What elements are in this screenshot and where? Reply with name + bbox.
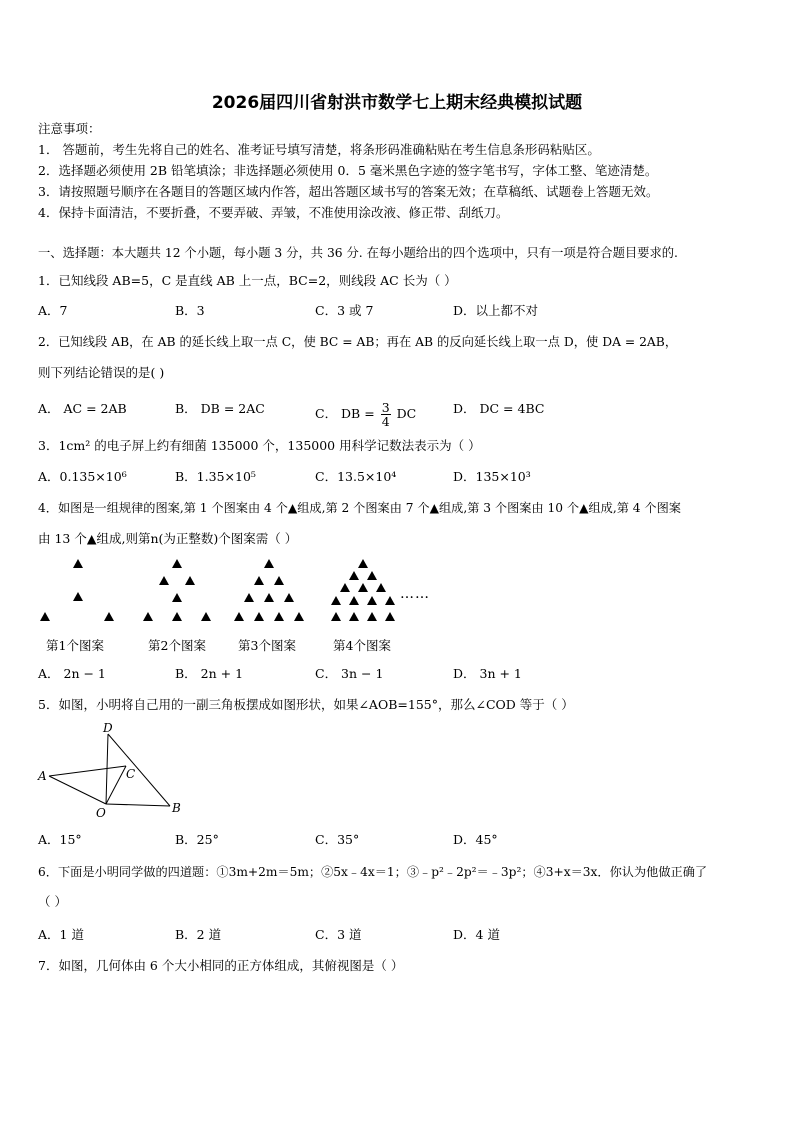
triangle-icon [254, 612, 264, 621]
q1-option-a[interactable]: A．7 [38, 303, 68, 318]
triangle-icon [73, 559, 83, 568]
triangle-icon [234, 612, 244, 621]
triangle-icon [172, 559, 182, 568]
triangle-icon [244, 593, 254, 602]
q2-option-d[interactable]: D． DC = 4BC [453, 401, 545, 416]
q3-option-c[interactable]: C．13.5×10⁴ [315, 469, 397, 484]
triangle-icon [367, 612, 377, 621]
q2-option-c-prefix: C． DB = [315, 406, 375, 421]
label-D: D [103, 722, 113, 735]
q4-option-a[interactable]: A． 2n − 1 [38, 666, 106, 681]
question-5-stem: 5．如图，小明将自己用的一副三角板摆成如图形状，如果∠AOB=155°，那么∠COD 等于（ ） [38, 697, 574, 712]
label-B: B [172, 801, 181, 815]
question-2-stem: 2．已知线段 AB，在 AB 的延长线上取一点 C，使 BC = AB；再在 AB 的反向延长线上取一点 D，使 DA = 2AB， [38, 335, 678, 349]
q3-option-b[interactable]: B．1.35×10⁵ [175, 469, 256, 484]
triangle-icon [358, 559, 368, 568]
triangle-icon [376, 583, 386, 592]
label-A: A [38, 769, 47, 783]
label-O: O [96, 806, 106, 820]
triangle-icon [367, 596, 377, 605]
triangle-patterns-figure [30, 555, 450, 630]
triangle-icon [385, 596, 395, 605]
notice-item: 4．保持卡面清洁，不要折叠，不要弄破、弄皱，不准使用涂改液、修正带、刮纸刀。 [38, 205, 509, 220]
question-4-stem-line2: 由 13 个▲组成,则第n(为正整数)个图案需（ ） [38, 531, 298, 546]
triangle-icon [143, 612, 153, 621]
fraction-numerator: 3 [381, 400, 390, 415]
q1-option-d[interactable]: D．以上都不对 [453, 303, 539, 318]
pattern-2 [143, 559, 211, 621]
triangle-icon [159, 576, 169, 585]
triangle-icon [294, 612, 304, 621]
pattern-caption: 第4个图案 [333, 638, 391, 653]
q6-option-c[interactable]: C．3 道 [315, 927, 362, 942]
ellipsis: …… [400, 586, 430, 602]
question-6-stem-line2: （ ） [38, 894, 67, 909]
triangle-icon [385, 612, 395, 621]
q3-option-a[interactable]: A．0.135×10⁶ [38, 469, 127, 484]
q5-option-a[interactable]: A．15° [38, 832, 82, 847]
q4-option-d[interactable]: D． 3n + 1 [453, 666, 522, 681]
segment-AC [49, 766, 126, 776]
question-1-stem: 1．已知线段 AB=5，C 是直线 AB 上一点，BC=2，则线段 AC 长为（ ） [38, 273, 457, 288]
notice-item: 1． 答题前，考生先将自己的姓名、准考证号填写清楚，将条形码准确粘贴在考生信息条形码粘贴区。 [38, 142, 600, 157]
segment-OB [106, 804, 170, 806]
triangle-rulers-figure [34, 722, 184, 822]
q5-option-d[interactable]: D．45° [453, 832, 498, 847]
triangle-icon [201, 612, 211, 621]
pattern-1 [40, 559, 114, 621]
notice-item: 2．选择题必须使用 2B 铅笔填涂；非选择题必须使用 0．5 毫米黑色字迹的签字笔书写，字体工整、笔迹清楚。 [38, 163, 658, 178]
q1-option-c[interactable]: C．3 或 7 [315, 303, 374, 318]
q2-option-b[interactable]: B． DB = 2AC [175, 401, 265, 416]
q3-option-d[interactable]: D．135×10³ [453, 469, 531, 484]
segment-OC [106, 766, 126, 804]
triangle-icon [340, 583, 350, 592]
triangle-icon [274, 576, 284, 585]
triangle-icon [349, 571, 359, 580]
q6-option-d[interactable]: D．4 道 [453, 927, 500, 942]
q4-option-b[interactable]: B． 2n + 1 [175, 666, 244, 681]
notice-item: 3．请按照题号顺序在各题目的答题区域内作答，超出答题区域书写的答案无效；在草稿纸、试题卷上答题无效。 [38, 184, 659, 199]
q2-option-c-suffix: DC [396, 406, 417, 421]
section-heading: 一、选择题：本大题共 12 个小题，每小题 3 分，共 36 分. 在每小题给出的四个选项中，只有一项是符合题目要求的. [38, 246, 678, 260]
fraction-denominator: 4 [381, 414, 390, 429]
triangle-icon [104, 612, 114, 621]
question-3-stem: 3．1cm² 的电子屏上约有细菌 135000 个，135000 用科学记数法表示为（ ） [38, 438, 481, 453]
triangle-icon [264, 559, 274, 568]
triangle-icon [73, 592, 83, 601]
q5-option-b[interactable]: B．25° [175, 832, 219, 847]
triangle-icon [331, 596, 341, 605]
page-title: 2026届四川省射洪市数学七上期末经典模拟试题 [211, 93, 583, 113]
triangle-icon [264, 593, 274, 602]
segment-AO [49, 776, 106, 804]
triangle-icon [331, 612, 341, 621]
q6-option-b[interactable]: B．2 道 [175, 927, 222, 942]
triangle-icon [358, 583, 368, 592]
q2-option-c[interactable] [315, 401, 416, 428]
triangle-icon [349, 612, 359, 621]
pattern-caption: 第3个图案 [238, 638, 296, 653]
label-C: C [126, 767, 136, 781]
question-7-stem: 7．如图，几何体由 6 个大小相同的正方体组成，其俯视图是（ ） [38, 958, 404, 973]
q4-option-c[interactable]: C． 3n − 1 [315, 666, 384, 681]
triangle-icon [185, 576, 195, 585]
pattern-3 [234, 559, 304, 621]
segment-DB [108, 734, 170, 806]
triangle-icon [172, 593, 182, 602]
pattern-4 [331, 559, 395, 621]
question-2-stem-line2: 则下列结论错误的是( ) [38, 365, 165, 380]
q5-option-c[interactable]: C．35° [315, 832, 360, 847]
notice-heading: 注意事项： [38, 121, 101, 136]
q1-option-b[interactable]: B．3 [175, 303, 205, 318]
fraction [381, 401, 391, 428]
triangle-icon [367, 571, 377, 580]
pattern-caption: 第2个图案 [148, 638, 206, 653]
question-4-stem: 4．如图是一组规律的图案,第 1 个图案由 4 个▲组成,第 2 个图案由 7 个▲组成,第 3 个图案由 10 个▲组成,第 4 个图案 [38, 501, 681, 515]
triangle-icon [274, 612, 284, 621]
triangle-icon [284, 593, 294, 602]
triangle-icon [254, 576, 264, 585]
pattern-caption: 第1个图案 [46, 638, 104, 653]
question-6-stem: 6．下面是小明同学做的四道题：①3m+2m＝5m；②5x﹣4x＝1；③﹣p²﹣2p²＝﹣3p²；④3+x＝3x．你认为他做正确了 [38, 865, 708, 879]
triangle-icon [349, 596, 359, 605]
triangle-icon [40, 612, 50, 621]
q2-option-a[interactable]: A． AC = 2AB [38, 401, 127, 416]
triangle-icon [172, 612, 182, 621]
q6-option-a[interactable]: A．1 道 [38, 927, 84, 942]
